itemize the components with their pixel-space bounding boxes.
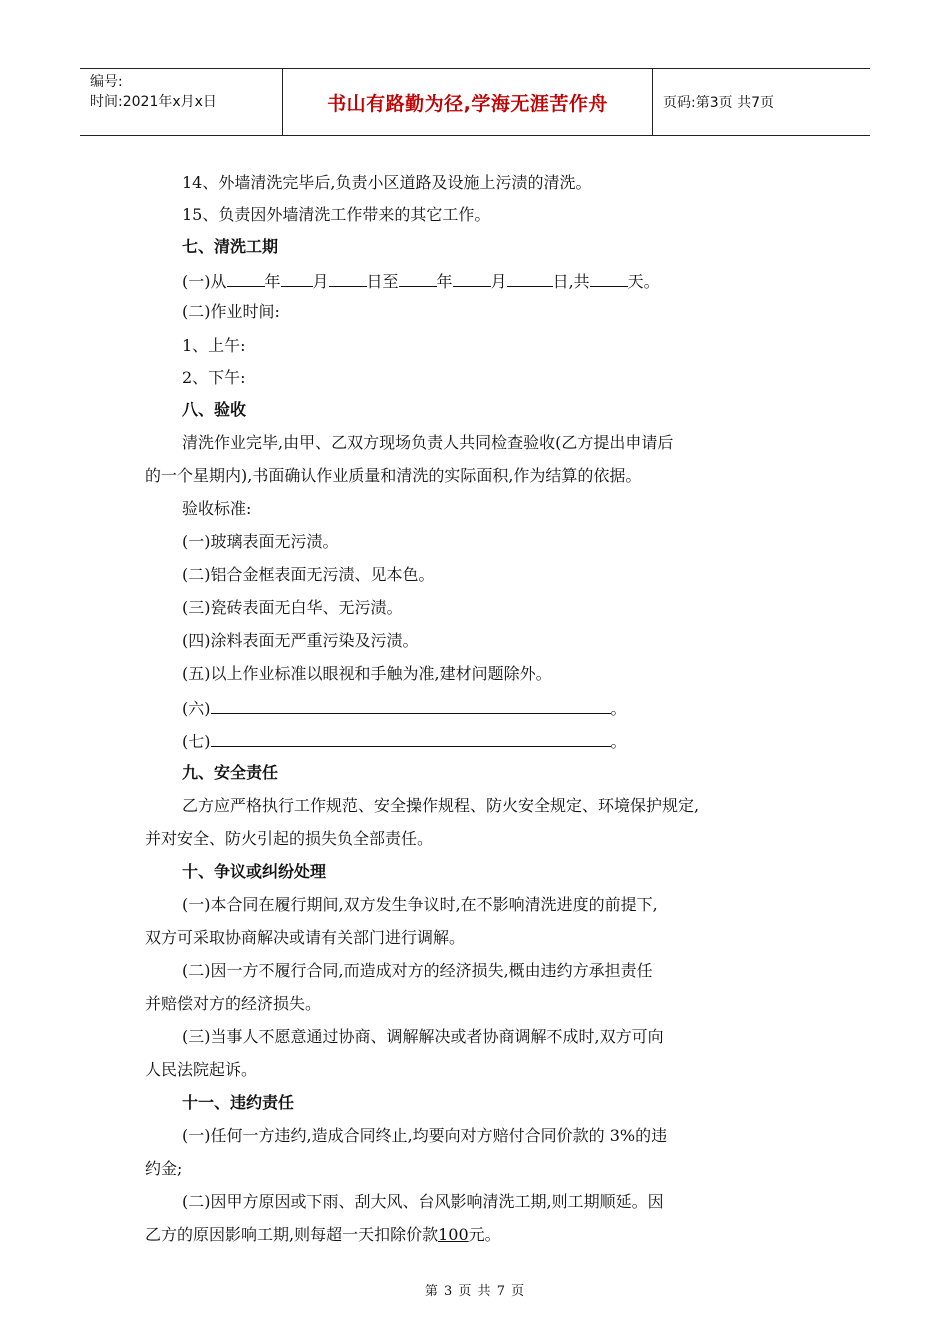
days-label: 天。 xyxy=(627,272,660,291)
section-8-paragraph-line-2: 的一个星期内),书面确认作业质量和清洗的实际面积,作为结算的依据。 xyxy=(145,466,642,485)
penalty-amount: 100 xyxy=(438,1225,469,1244)
section-11-title: 十一、违约责任 xyxy=(182,1093,295,1112)
standard-item-7-prefix: (七) xyxy=(182,732,211,751)
standard-item-4: (四)涂料表面无严重污染及污渍。 xyxy=(182,631,419,650)
section-9-line-2: 并对安全、防火引起的损失负全部责任。 xyxy=(145,829,434,848)
total-days-blank[interactable] xyxy=(590,270,628,287)
day-total-label: 日,共 xyxy=(552,272,590,291)
section-7-title: 七、清洗工期 xyxy=(182,237,279,256)
standard-item-7 xyxy=(182,730,627,752)
clause-14: 14、外墙清洗完毕后,负责小区道路及设施上污渍的清洗。 xyxy=(182,173,592,192)
acceptance-standard-label: 验收标准: xyxy=(182,499,252,518)
end-year-blank[interactable] xyxy=(399,270,437,287)
end-month-label: 月 xyxy=(490,272,507,291)
section-8-paragraph-line-1: 清洗作业完毕,由甲、乙双方现场负责人共同检查验收(乙方提出申请后 xyxy=(182,433,674,452)
section-9-line-1: 乙方应严格执行工作规范、安全操作规程、防火安全规定、环境保护规定, xyxy=(182,796,700,815)
section-7-morning: 1、上午: xyxy=(182,336,246,355)
end-year-label: 年 xyxy=(436,272,453,291)
start-day-blank[interactable] xyxy=(329,270,367,287)
standard-item-6-blank[interactable] xyxy=(211,697,611,714)
standard-item-6-prefix: (六) xyxy=(182,699,211,718)
section-9-title: 九、安全责任 xyxy=(182,763,279,782)
section-7-work-time: (二)作业时间: xyxy=(182,302,280,321)
day-to-label: 日至 xyxy=(366,272,399,291)
standard-item-6-period: 。 xyxy=(610,699,627,718)
penalty-text-before: 乙方的原因影响工期,则每超一天扣除价款 xyxy=(145,1225,439,1244)
section-7-period-line xyxy=(182,270,660,292)
section-10-item-1-line-1: (一)本合同在履行期间,双方发生争议时,在不影响清洗进度的前提下, xyxy=(182,895,658,914)
standard-item-7-blank[interactable] xyxy=(211,730,611,747)
section-11-item-2-line-1: (二)因甲方原因或下雨、刮大风、台风影响清洗工期,则工期顺延。因 xyxy=(182,1192,664,1211)
standard-item-3: (三)瓷砖表面无白华、无污渍。 xyxy=(182,598,403,617)
start-month-blank[interactable] xyxy=(281,270,313,287)
header-motto: 书山有路勤为径,学海无涯苦作舟 xyxy=(283,69,653,135)
section-10-item-3-line-1: (三)当事人不愿意通过协商、调解解决或者协商调解不成时,双方可向 xyxy=(182,1027,664,1046)
document-time-label: 时间:2021年x月x日 xyxy=(90,94,217,110)
period-prefix: (一)从 xyxy=(182,272,227,291)
section-11-item-1-line-1: (一)任何一方违约,造成合同终止,均要向对方赔付合同价款的 3%的违 xyxy=(182,1126,668,1145)
end-day-blank[interactable] xyxy=(507,270,553,287)
standard-item-6 xyxy=(182,697,627,719)
section-8-title: 八、验收 xyxy=(182,400,247,419)
page-footer: 第 3 页 共 7 页 xyxy=(424,1284,526,1299)
start-year-blank[interactable] xyxy=(227,270,265,287)
standard-item-7-period: 。 xyxy=(610,732,627,751)
end-month-blank[interactable] xyxy=(453,270,491,287)
standard-item-2: (二)铝合金框表面无污渍、见本色。 xyxy=(182,565,435,584)
section-10-title: 十、争议或纠纷处理 xyxy=(182,862,327,881)
section-11-item-2-line-2 xyxy=(145,1225,501,1245)
standard-item-1: (一)玻璃表面无污渍。 xyxy=(182,532,339,551)
start-month-label: 月 xyxy=(312,272,329,291)
section-10-item-1-line-2: 双方可采取协商解决或请有关部门进行调解。 xyxy=(145,928,466,947)
section-10-item-2-line-2: 并赔偿对方的经济损失。 xyxy=(145,994,322,1013)
header-left-cell xyxy=(80,69,283,135)
clause-15: 15、负责因外墙清洗工作带来的其它工作。 xyxy=(182,205,491,224)
section-10-item-3-line-2: 人民法院起诉。 xyxy=(145,1060,258,1079)
header-table xyxy=(80,68,870,136)
standard-item-5: (五)以上作业标准以眼视和手触为准,建材问题除外。 xyxy=(182,664,552,683)
header-page-info: 页码:第3页 共7页 xyxy=(663,95,774,111)
start-year-label: 年 xyxy=(264,272,281,291)
section-11-item-1-line-2: 约金; xyxy=(145,1159,183,1178)
section-7-afternoon: 2、下午: xyxy=(182,368,246,387)
penalty-text-after: 元。 xyxy=(468,1225,501,1244)
section-10-item-2-line-1: (二)因一方不履行合同,而造成对方的经济损失,概由违约方承担责任 xyxy=(182,961,653,980)
document-number-label: 编号: xyxy=(90,74,123,90)
